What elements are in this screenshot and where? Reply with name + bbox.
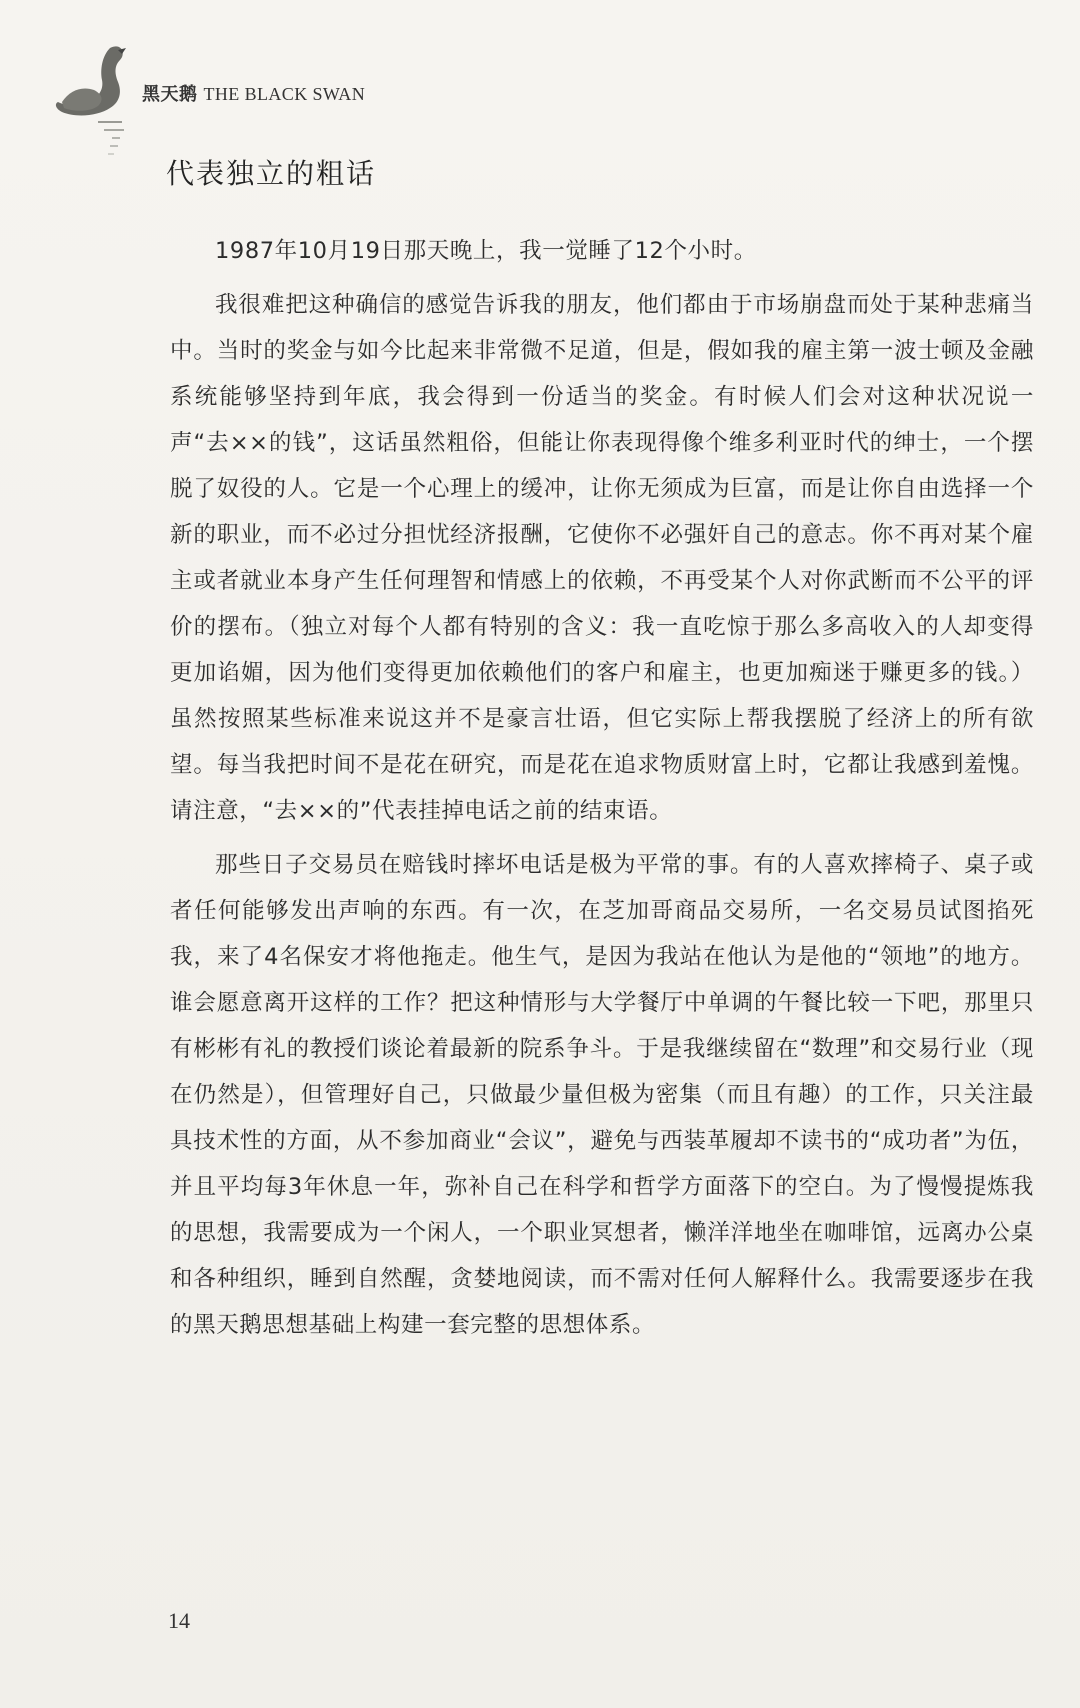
paragraph-2: 我很难把这种确信的感觉告诉我的朋友，他们都由于市场崩盘而处于某种悲痛当中。当时的奖金与如今比起来非常微不足道，但是，假如我的雇主第一波士顿及金融系统能够坚持到年底，我会得到一份适当的奖金。有时候人们会对这种状况说一声“去××的钱”，这话虽然粗俗，但能让你表现得像个维多利亚时代的绅士，一个摆脱了奴役的人。它是一个心理上的缓冲，让你无须成为巨富，而是让你自由选择一个新的职业，而不必过分担忧经济报酬，它使你不必强奸自己的意志。你不再对某个雇主或者就业本身产生任何理智和情感上的依赖，不再受某个人对你武断而不公平的评价的摆布。（独立对每个人都有特别的含义：我一直吃惊于那么多高收入的人却变得更加谄媚，因为他们变得更加依赖他们的客户和雇主，也更加痴迷于赚更多的钱。）虽然按照某些标准来说这并不是豪言壮语，但它实际上帮我摆脱了经济上的所有欲望。每当我把时间不是花在研究，而是花在追求物质财富上时，它都让我感到羞愧。请注意，“去××的”代表挂掉电话之前的结束语。	[170, 292, 1034, 824]
black-swan-logo-icon	[52, 36, 142, 166]
running-header	[52, 36, 552, 166]
page-number: 14	[168, 1608, 190, 1633]
book-title-chinese: 黑天鹅	[142, 84, 198, 105]
body-text	[170, 228, 1034, 1356]
section-title: 代表独立的粗话	[166, 157, 377, 190]
book-title-english: THE BLACK SWAN	[203, 84, 366, 104]
running-head-title	[142, 80, 365, 106]
paragraph-3: 那些日子交易员在赔钱时摔坏电话是极为平常的事。有的人喜欢摔椅子、桌子或者任何能够发出声响的东西。有一次，在芝加哥商品交易所，一名交易员试图掐死我，来了4名保安才将他拖走。他生气，是因为我站在他认为是他的“领地”的地方。谁会愿意离开这样的工作？把这种情形与大学餐厅中单调的午餐比较一下吧，那里只有彬彬有礼的教授们谈论着最新的院系争斗。于是我继续留在“数理”和交易行业（现在仍然是），但管理好自己，只做最少量但极为密集（而且有趣）的工作，只关注最具技术性的方面，从不参加商业“会议”，避免与西装革履却不读书的“成功者”为伍，并且平均每3年休息一年，弥补自己在科学和哲学方面落下的空白。为了慢慢提炼我的思想，我需要成为一个闲人，一个职业冥想者，懒洋洋地坐在咖啡馆，远离办公桌和各种组织，睡到自然醒，贪婪地阅读，而不需对任何人解释什么。我需要逐步在我的黑天鹅思想基础上构建一套完整的思想体系。	[170, 852, 1034, 1338]
paragraph-1: 1987年10月19日那天晚上，我一觉睡了12个小时。	[215, 238, 757, 264]
